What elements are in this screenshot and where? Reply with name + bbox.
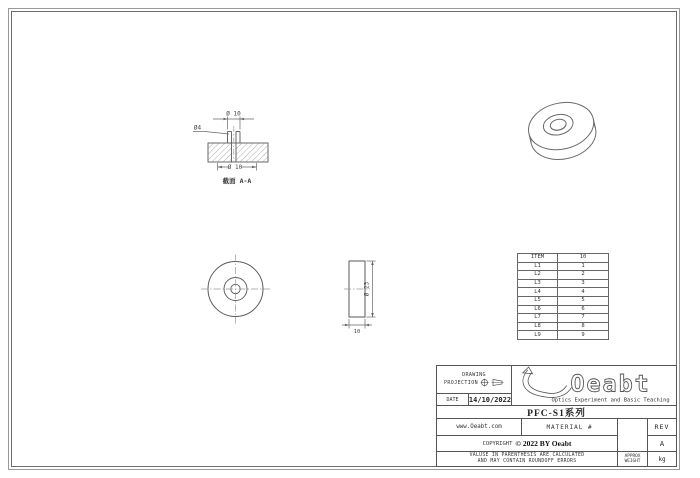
approx-weight-label: APPROX WEIGHT bbox=[618, 452, 648, 466]
table-row: L9 9 bbox=[518, 331, 609, 340]
projection-label-line2: PROJECTION bbox=[443, 379, 479, 386]
section-label: 截面 A-A bbox=[222, 177, 252, 185]
oeabt-logo bbox=[512, 366, 676, 406]
disclaimer bbox=[437, 452, 618, 466]
table-header-value: 10 bbox=[558, 254, 609, 263]
series-title: PFC-S1系列 bbox=[437, 406, 676, 419]
front-view bbox=[201, 255, 270, 324]
disclaimer-line2: AND MAY CONTAIN ROUNDOFF ERRORS bbox=[477, 459, 577, 464]
table-row: L3 3 bbox=[518, 279, 609, 288]
copyright-value: © 2022 BY Oeabt bbox=[515, 439, 572, 448]
dim-top-text: Ø 10 bbox=[226, 110, 241, 118]
isometric-view bbox=[524, 96, 601, 165]
dim-hole-leader bbox=[193, 132, 229, 135]
date-label: DATE bbox=[437, 394, 469, 406]
rev-value: A bbox=[648, 436, 676, 452]
date-value: 14/10/2022 bbox=[469, 394, 512, 406]
table-row: L1 1 bbox=[518, 262, 609, 271]
logo-swoosh-icon bbox=[523, 366, 572, 397]
projection-label-line1: DRAWING bbox=[462, 372, 486, 378]
logo-tagline: Optics Experiment and Basic Teaching bbox=[551, 397, 670, 404]
logo-cell bbox=[512, 366, 676, 406]
rev-label: REV bbox=[648, 419, 676, 436]
copyright-label: COPYRIGHT bbox=[482, 440, 513, 447]
copyright-line bbox=[437, 436, 618, 452]
parts-table bbox=[517, 253, 609, 340]
projection-cell bbox=[437, 366, 512, 394]
dim-thickness-text: 10 bbox=[353, 329, 361, 335]
section-view bbox=[193, 111, 268, 186]
table-row: L8 8 bbox=[518, 322, 609, 331]
table-row: L7 7 bbox=[518, 314, 609, 323]
title-block bbox=[436, 365, 677, 467]
website: www.Oeabt.com bbox=[437, 419, 522, 436]
dim-thickness bbox=[342, 319, 372, 329]
material-label: MATERIAL # bbox=[522, 419, 618, 436]
table-row: L4 4 bbox=[518, 288, 609, 297]
first-angle-projection-icon bbox=[480, 378, 504, 387]
table-row: L2 2 bbox=[518, 271, 609, 280]
table-row: L5 5 bbox=[518, 296, 609, 305]
table-header-row bbox=[518, 254, 609, 263]
disclaimer-line1: VALUSE IN PARENTHESIS ARE CALCULATED bbox=[469, 453, 585, 459]
dim-diameter-text: Ø 23 bbox=[363, 281, 371, 297]
table-header-item: ITEM bbox=[518, 254, 558, 263]
dim-hole-text: Ø4 bbox=[193, 124, 202, 132]
table-row: L6 6 bbox=[518, 305, 609, 314]
weight-unit: kg bbox=[658, 455, 666, 463]
empty-cell bbox=[618, 419, 648, 452]
dim-bottom-text: Ø 10 bbox=[227, 164, 243, 172]
logo-text: Oeabt bbox=[570, 368, 651, 397]
side-view bbox=[342, 261, 376, 335]
